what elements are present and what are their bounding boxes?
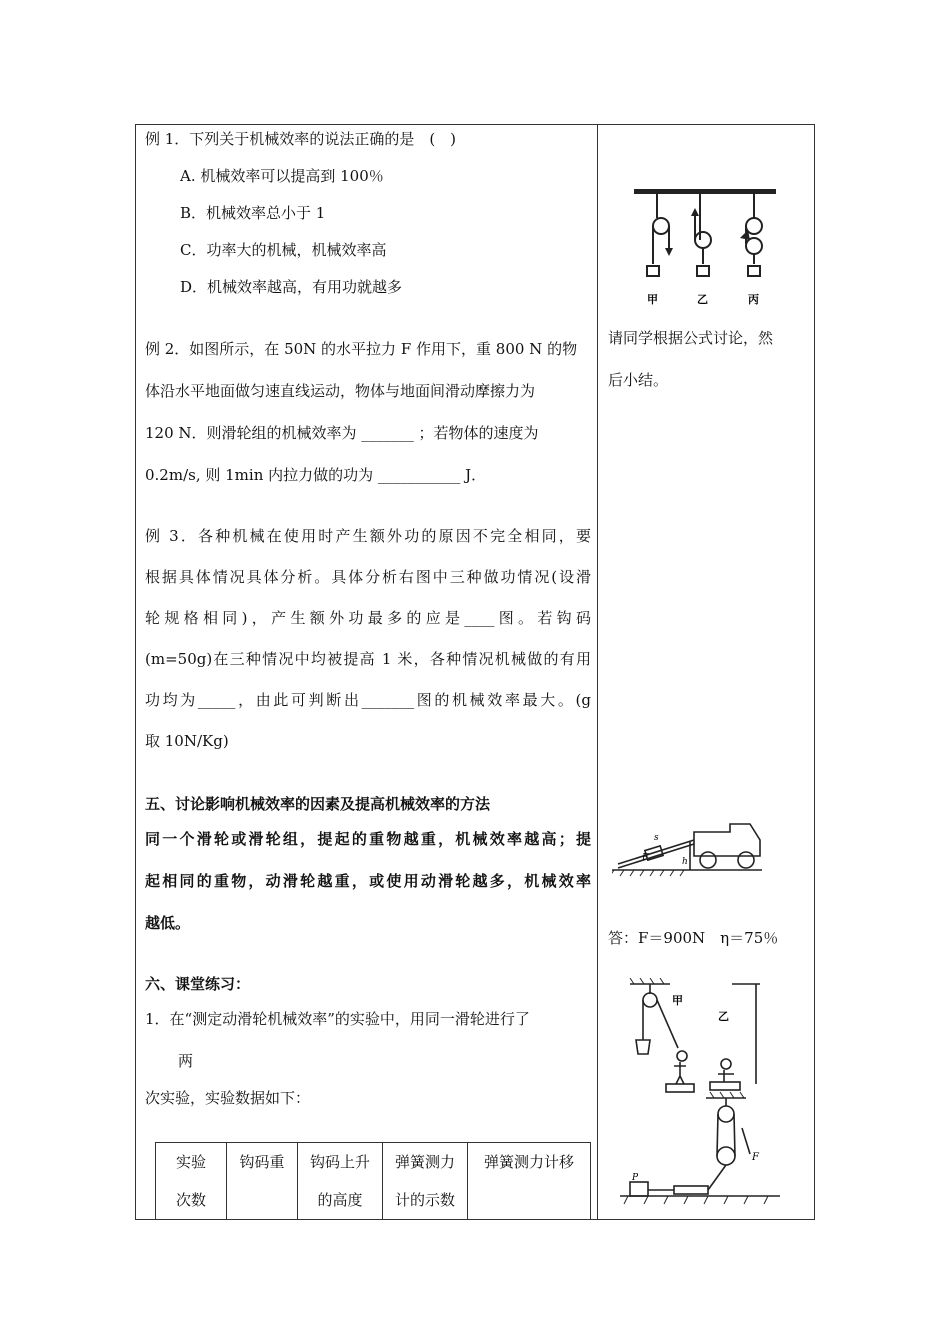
section-6-line: 次实验，实验数据如下：	[145, 1089, 311, 1107]
hook-weight	[647, 266, 659, 276]
discussion-note: 后小结。	[608, 371, 669, 389]
platform	[666, 1084, 694, 1092]
label-h: h	[682, 857, 688, 867]
option-b: B．机械效率总小于 1	[180, 204, 326, 222]
section-5-line: 同一个滑轮或滑轮组，提起的重物越重，机械效率越高；提	[145, 830, 591, 848]
section-5-line: 越低。	[145, 914, 191, 932]
pulley-lower	[717, 1147, 735, 1165]
ceiling-bar	[634, 189, 776, 194]
label-f: F	[752, 1152, 759, 1163]
experiment-data-table	[155, 1142, 591, 1220]
example-1-question: 例 1．下列关于机械效率的说法正确的是 ( )	[145, 130, 457, 148]
example-3-line: 轮规格相同)，产生额外功最多的应是____图。若钩码	[145, 609, 591, 627]
three-pulley-figure	[630, 186, 780, 311]
fig-label: 丙	[748, 293, 759, 306]
example-3-line: 根据具体情况具体分析。具体分析右图中三种做功情况(设滑	[145, 568, 591, 586]
label-s: s	[654, 833, 659, 843]
pulley-upper	[718, 1106, 734, 1122]
truck-wheel	[700, 852, 716, 868]
spring-scale	[674, 1186, 708, 1194]
section-6-line: 两	[178, 1052, 194, 1070]
label-f: F	[642, 853, 649, 863]
truck-ramp-figure	[612, 818, 770, 888]
column-divider	[597, 124, 598, 1220]
worker-head	[721, 1059, 731, 1069]
bucket	[636, 1040, 650, 1054]
fig-label: 甲	[672, 994, 683, 1007]
discussion-note: 请同学根据公式讨论，然	[608, 329, 774, 347]
section-5-title: 五、讨论影响机械效率的因素及提高机械效率的方法	[145, 795, 491, 813]
example-2-line: 体沿水平地面做匀速直线运动，物体与地面间滑动摩擦力为	[145, 382, 536, 400]
platform	[710, 1082, 740, 1090]
fig-label: 乙	[718, 1010, 729, 1023]
option-d: D．机械效率越高，有用功就越多	[180, 278, 403, 296]
pulley-jia	[653, 218, 669, 234]
section-5-line: 起相同的重物，动滑轮越重，或使用动滑轮越多，机械效率	[145, 872, 591, 890]
fig-label: 甲	[647, 293, 658, 306]
option-a: A. 机械效率可以提高到 100％	[180, 167, 384, 185]
example-3-line: 取 10N/Kg)	[145, 732, 229, 750]
answer-text: 答：F＝900N η＝75％	[608, 929, 779, 947]
table-header-cell: 弹簧测力 计的示数	[383, 1143, 468, 1220]
table-header-cell: 钩码上升 的高度	[298, 1143, 383, 1220]
label-p: P	[632, 1173, 639, 1183]
table-header-cell: 钩码重	[227, 1143, 298, 1220]
truck-wheel	[738, 852, 754, 868]
pulley-bing	[746, 218, 762, 234]
example-2-line: 例 2．如图所示，在 50N 的水平拉力 F 作用下，重 800 N 的物	[145, 340, 578, 358]
hook-weight	[748, 266, 760, 276]
example-2-line: 0.2m/s, 则 1min 内拉力做的功为 ___________ J．	[145, 466, 487, 484]
hook-weight	[697, 266, 709, 276]
pulley-yi	[695, 232, 711, 248]
worker-head	[677, 1051, 687, 1061]
block-p	[630, 1182, 648, 1196]
example-2-line: 120 N．则滑轮组的机械效率为 _______ ；若物体的速度为	[145, 424, 539, 442]
truck-body	[694, 824, 760, 856]
option-c: C．功率大的机械，机械效率高	[180, 241, 387, 259]
table-header-cell: 实验 次数	[156, 1143, 227, 1220]
example-3-line: (m=50g)在三种情况中均被提高 1 米，各种情况机械做的有用	[145, 650, 591, 668]
fig-label: 乙	[697, 293, 708, 306]
table-header-row	[156, 1143, 591, 1220]
example-3-line: 例 3．各种机械在使用时产生额外功的原因不完全相同，要	[145, 527, 591, 545]
section-6-title: 六、课堂练习：	[145, 975, 251, 993]
table-header-cell: 弹簧测力计移	[468, 1143, 591, 1220]
section-6-line: 1．在“测定动滑轮机械效率”的实验中，用同一滑轮进行了	[145, 1010, 530, 1028]
pulley-jia	[643, 993, 657, 1007]
example-3-line: 功均为_____，由此可判断出_______图的机械效率最大。(g	[145, 691, 591, 709]
pulley-worker-figure	[620, 978, 795, 1210]
